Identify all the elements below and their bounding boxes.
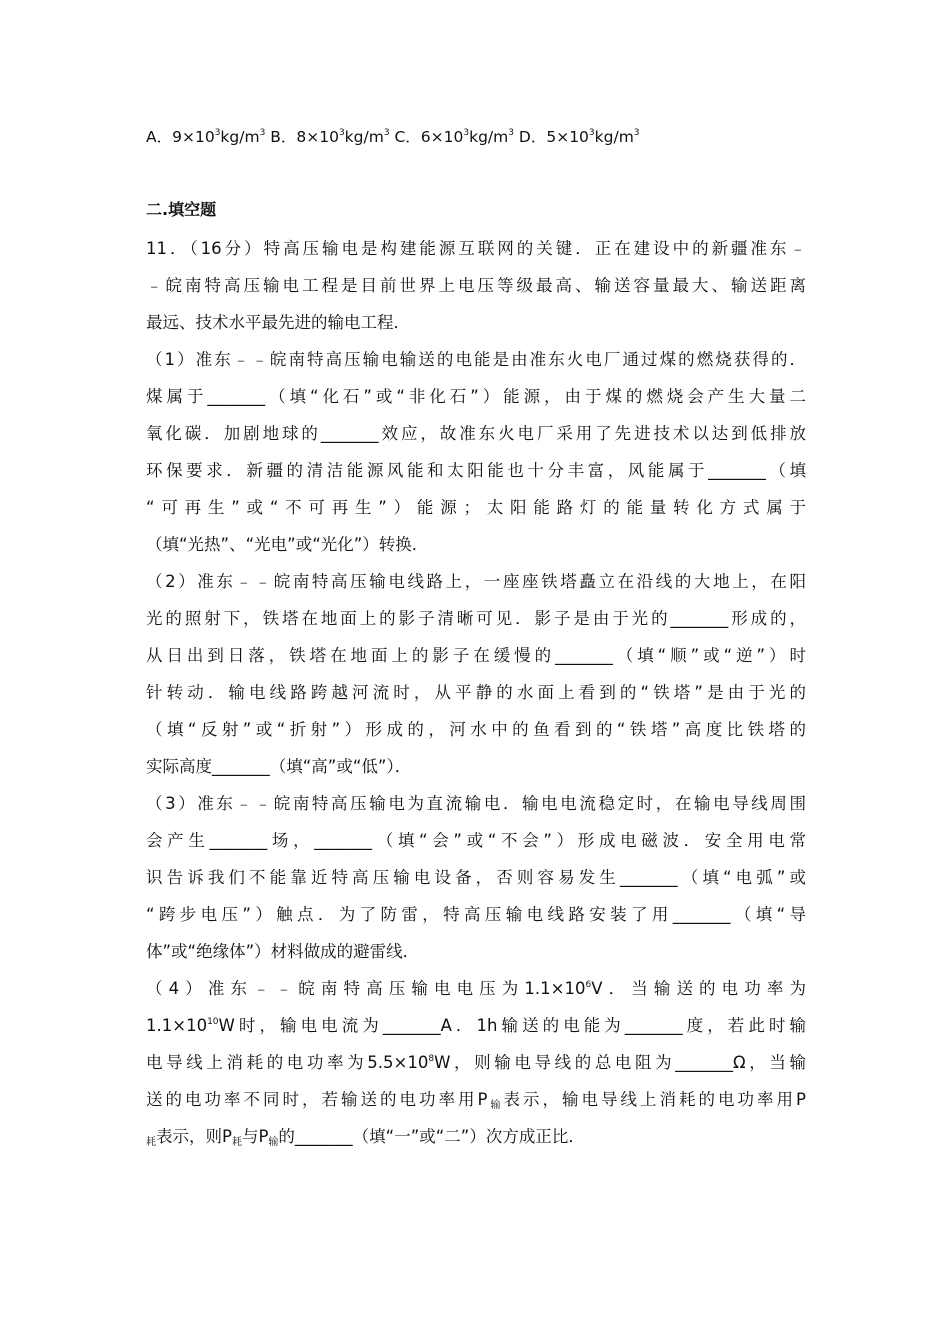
question-line	[146, 1118, 806, 1155]
option-a-exponent: 3	[214, 128, 221, 138]
line-text: 表示，则P	[156, 1127, 232, 1146]
question-line: （填“光热”、“光电”或“光化”）转换．	[146, 535, 429, 554]
option-d: D．5×10	[513, 128, 589, 146]
question-line	[146, 970, 806, 1007]
line-text: 与P	[241, 1127, 269, 1146]
question-line: 体”或“绝缘体”）材料做成的避雷线．	[146, 942, 420, 961]
option-d-unit-exponent: 3	[633, 128, 640, 138]
answer-options	[146, 124, 640, 150]
question-line	[146, 1081, 806, 1118]
question-line: （3）准东﹣﹣皖南特高压输电为直流输电．输电电流稳定时，在输电导线周围	[146, 794, 806, 813]
option-a-unit-exponent: 3	[259, 128, 266, 138]
section-heading: 二.填空题	[146, 200, 217, 219]
question-line: 针转动．输电线路跨越河流时，从平静的水面上看到的“铁塔”是由于光的	[146, 683, 806, 702]
option-b-unit-exponent: 3	[383, 128, 390, 138]
subscript: 耗	[146, 1137, 156, 1148]
question-line: 11．（16分）特高压输电是构建能源互联网的关键．正在建设中的新疆准东﹣	[146, 239, 806, 258]
line-text: 电导线上消耗的电功率为5.5×10	[146, 1053, 429, 1072]
question-line: （2）准东﹣﹣皖南特高压输电线路上，一座座铁塔矗立在沿线的大地上，在阳	[146, 572, 806, 591]
subscript: 输	[487, 1100, 504, 1111]
exponent: 6	[585, 980, 592, 990]
exponent: 8	[428, 1054, 435, 1064]
line-text: （4）准东﹣﹣皖南特高压输电电压为1.1×10	[146, 979, 586, 998]
question-line: “可再生”或“不可再生”）能源；太阳能路灯的能量转化方式属于	[146, 498, 806, 517]
question-line: 环保要求．新疆的清洁能源风能和太阳能也十分丰富，风能属于_______（填	[146, 461, 806, 480]
option-d-exponent: 3	[588, 128, 595, 138]
option-a-unit: kg/m	[220, 128, 260, 146]
subscript: 输	[268, 1137, 279, 1148]
question-line: 氧化碳．加剧地球的_______效应，故准东火电厂采用了先进技术以达到低排放	[146, 424, 806, 443]
option-c-unit: kg/m	[469, 128, 509, 146]
question-line	[146, 1007, 806, 1044]
question-line: 煤属于_______（填“化石”或“非化石”）能源，由于煤的燃烧会产生大量二	[146, 387, 806, 406]
exponent: 10	[207, 1017, 219, 1027]
option-b-unit: kg/m	[344, 128, 384, 146]
question-line: （填“反射”或“折射”）形成的，河水中的鱼看到的“铁塔”高度比铁塔的	[146, 720, 806, 739]
option-c-exponent: 3	[463, 128, 470, 138]
question-line: 识告诉我们不能靠近特高压输电设备，否则容易发生_______（填“电弧”或	[146, 868, 806, 887]
line-text: 1.1×10	[146, 1016, 208, 1035]
line-text: W时，输电电流为_______A．1h输送的电能为_______度，若此时输	[218, 1016, 806, 1035]
question-11	[146, 230, 806, 1155]
question-line: 光的照射下，铁塔在地面上的影子清晰可见．影子是由于光的_______形成的，	[146, 609, 806, 628]
option-a: A．9×10	[146, 128, 215, 146]
line-text: W，则输电导线的总电阻为_______Ω，当输	[434, 1053, 806, 1072]
line-text: 送的电功率不同时，若输送的电功率用P	[146, 1090, 488, 1109]
option-c-unit-exponent: 3	[508, 128, 514, 138]
question-line	[146, 1044, 806, 1081]
option-b-exponent: 3	[338, 128, 345, 138]
option-d-unit: kg/m	[594, 128, 634, 146]
subscript: 耗	[231, 1137, 242, 1148]
question-line: ﹣皖南特高压输电工程是目前世界上电压等级最高、输送容量最大、输送距离	[146, 276, 806, 295]
question-line: “跨步电压”）触点．为了防雷，特高压输电线路安装了用_______（填“导	[146, 905, 806, 924]
question-line: 会产生_______场，_______（填“会”或“不会”）形成电磁波．安全用电常	[146, 831, 806, 850]
option-b: B．8×10	[265, 128, 339, 146]
question-line: 实际高度_______（填“高”或“低”）．	[146, 757, 412, 776]
question-line: 从日出到日落，铁塔在地面上的影子在缓慢的_______（填“顺”或“逆”）时	[146, 646, 806, 665]
line-text: 表示，输电导线上消耗的电功率用P	[503, 1090, 807, 1109]
question-line: 最远、技术水平最先进的输电工程．	[146, 313, 410, 332]
option-c: C．6×10	[389, 128, 464, 146]
line-text: V．当输送的电功率为	[591, 979, 806, 998]
question-line: （1）准东﹣﹣皖南特高压输电输送的电能是由准东火电厂通过煤的燃烧获得的．	[146, 350, 806, 369]
line-text: 的_______（填“一”或“二”）次方成正比．	[278, 1127, 585, 1146]
